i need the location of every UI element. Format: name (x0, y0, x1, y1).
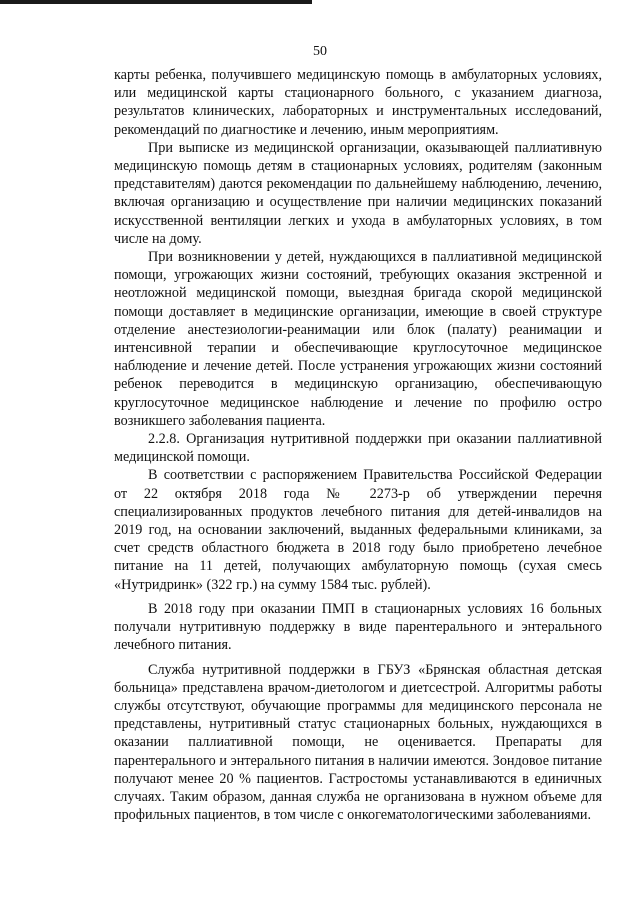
paragraph-government-order: В соответствии с распоряжением Правительства Российской Федерации от 22 октября 2018 года № 2273-р об утверждении перечня специализированных продуктов лечебного питания для детей-инвалидов на 2019 год, на основании заключений, выданных федеральными клиниками, за счет средств областного бюджета в 2018 году было приобретено лечебное питание на 11 детей, получающих амбулаторную помощь (сухая смесь «Нутридринк» (322 гр.) на сумму 1584 тыс. рублей). (114, 467, 602, 593)
paragraph-nutrition-service: Служба нутритивной поддержки в ГБУЗ «Брянская областная детская больница» представлена врачом-диетологом и диетсестрой. Алгоритмы работы службы отсутствуют, обучающие программы для медицинского персонала не представлены, нутритивный статус стационарных больных, нуждающихся в оказании паллиативной помощи, не оценивается. Препараты для парентерального и энтерального питания в наличии имеются. Зондовое питание получают менее 20 % пациентов. Гастростомы устанавливаются в единичных случаях. Таким образом, данная служба не организована в нужном объеме для профильных пациентов, в том числе с онкогематологическими заболеваниями. (114, 661, 602, 824)
document-body (114, 66, 602, 824)
page-number: 50 (313, 44, 327, 59)
section-heading-nutritional-support: 2.2.8. Организация нутритивной поддержки при оказании паллиативной медицинской помощи. (114, 431, 602, 466)
paragraph-continuation: карты ребенка, получившего медицинскую помощь в амбулаторных условиях, или медицинской карты стационарного больного, с указанием диагноза, результатов клинических, лабораторных и инструментальных исследований, рекомендаций по диагностике и лечению, иным мероприятиям. (114, 67, 602, 138)
paragraph-emergency-care: При возникновении у детей, нуждающихся в паллиативной медицинской помощи, угрожающих жизни состояний, требующих оказания экстренной и неотложной медицинской помощи, выездная бригада скорой медицинской помощи доставляет в медицинские организации, имеющие в своей структуре отделение анестезиологии-реанимации или блок (палату) реанимации и интенсивной терапии и обеспечивающие круглосуточное медицинское наблюдение и лечение детей. После устранения угрожающих жизни состояний ребенок переводится в медицинскую организацию, обеспечивающую круглосуточное медицинское наблюдение и лечение по профилю остро возникшего заболевания пациента. (114, 249, 602, 429)
paragraph-inpatient-nutrition: В 2018 году при оказании ПМП в стационарных условиях 16 больных получали нутритивную поддержку в виде парентерального и энтерального лечебного питания. (114, 600, 602, 654)
top-border-line (0, 0, 312, 4)
paragraph-discharge-recommendations: При выписке из медицинской организации, оказывающей паллиативную медицинскую помощь детям в стационарных условиях, родителям (законным представителям) даются рекомендации по дальнейшему наблюдению, лечению, включая организацию и осуществление при наличии медицинских показаний искусственной вентиляции легких и ухода в амбулаторных условиях, в том числе на дому. (114, 139, 602, 247)
